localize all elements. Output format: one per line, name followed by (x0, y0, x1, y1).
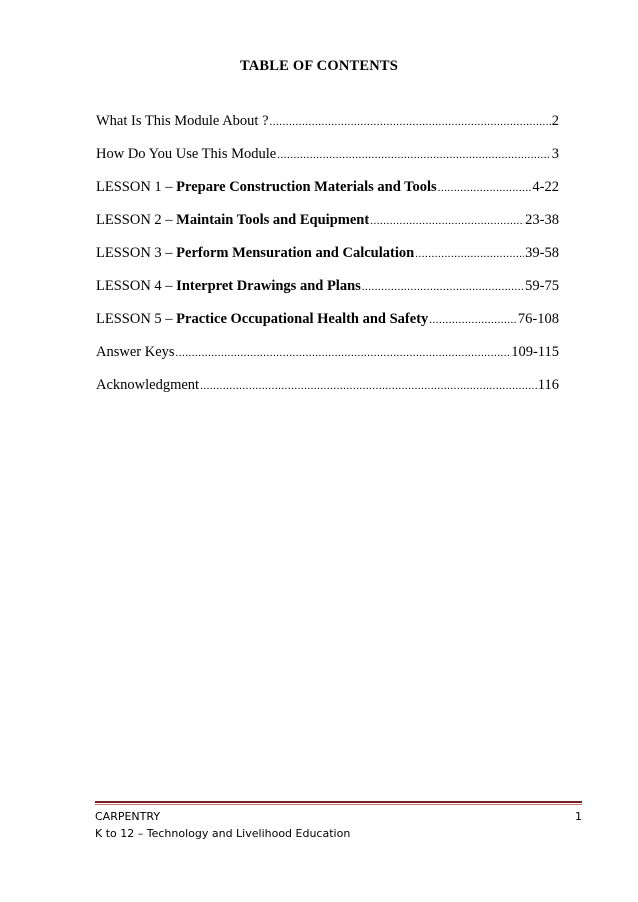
toc-entry-about[interactable] (96, 110, 559, 143)
dot-leader (415, 243, 524, 265)
toc-entry-page: 116 (537, 377, 559, 393)
toc-entry-label: LESSON 2 – Maintain Tools and Equipment (96, 212, 370, 228)
toc-entry-label: How Do You Use This Module (96, 146, 277, 162)
toc-entry-how-to-use[interactable] (96, 143, 559, 176)
toc-entry-page: 109-115 (511, 344, 559, 360)
dot-leader (270, 111, 551, 133)
dot-leader (176, 342, 511, 364)
toc-entry-page: 59-75 (525, 278, 559, 294)
toc-entry-lesson-2[interactable] (96, 209, 559, 242)
page-title: TABLE OF CONTENTS (239, 58, 399, 74)
toc-entry-page: 76-108 (517, 311, 559, 327)
toc-entry-label: What Is This Module About ? (96, 113, 269, 129)
dot-leader (438, 177, 532, 199)
table-of-contents (96, 110, 559, 407)
toc-entry-answer-keys[interactable] (96, 341, 559, 374)
footer-divider-secondary (95, 804, 582, 805)
toc-entry-label: Acknowledgment (96, 377, 200, 393)
toc-entry-label: LESSON 5 – Practice Occupational Health and Safety (96, 311, 429, 327)
footer-subject: CARPENTRY (95, 810, 161, 823)
dot-leader (370, 210, 524, 232)
toc-entry-page: 39-58 (525, 245, 559, 261)
toc-entry-lesson-1[interactable] (96, 176, 559, 209)
toc-entry-label: LESSON 4 – Interpret Drawings and Plans (96, 278, 361, 294)
footer-course: K to 12 – Technology and Livelihood Education (95, 827, 351, 840)
dot-leader (277, 144, 551, 166)
footer-page-number: 1 (575, 810, 582, 823)
toc-entry-page: 4-22 (532, 179, 559, 195)
dot-leader (200, 375, 537, 397)
toc-entry-label: LESSON 3 – Perform Mensuration and Calculation (96, 245, 415, 261)
toc-entry-lesson-5[interactable] (96, 308, 559, 341)
toc-entry-lesson-3[interactable] (96, 242, 559, 275)
dot-leader (362, 276, 524, 298)
toc-entry-lesson-4[interactable] (96, 275, 559, 308)
toc-entry-label: LESSON 1 – Prepare Construction Materials and Tools (96, 179, 437, 195)
toc-entry-page: 2 (551, 113, 559, 129)
toc-entry-page: 23-38 (525, 212, 559, 228)
footer-divider (95, 801, 582, 803)
toc-entry-page: 3 (551, 146, 559, 162)
page-footer (95, 808, 582, 842)
toc-entry-acknowledgment[interactable] (96, 374, 559, 407)
toc-entry-label: Answer Keys (96, 344, 175, 360)
dot-leader (429, 309, 517, 331)
